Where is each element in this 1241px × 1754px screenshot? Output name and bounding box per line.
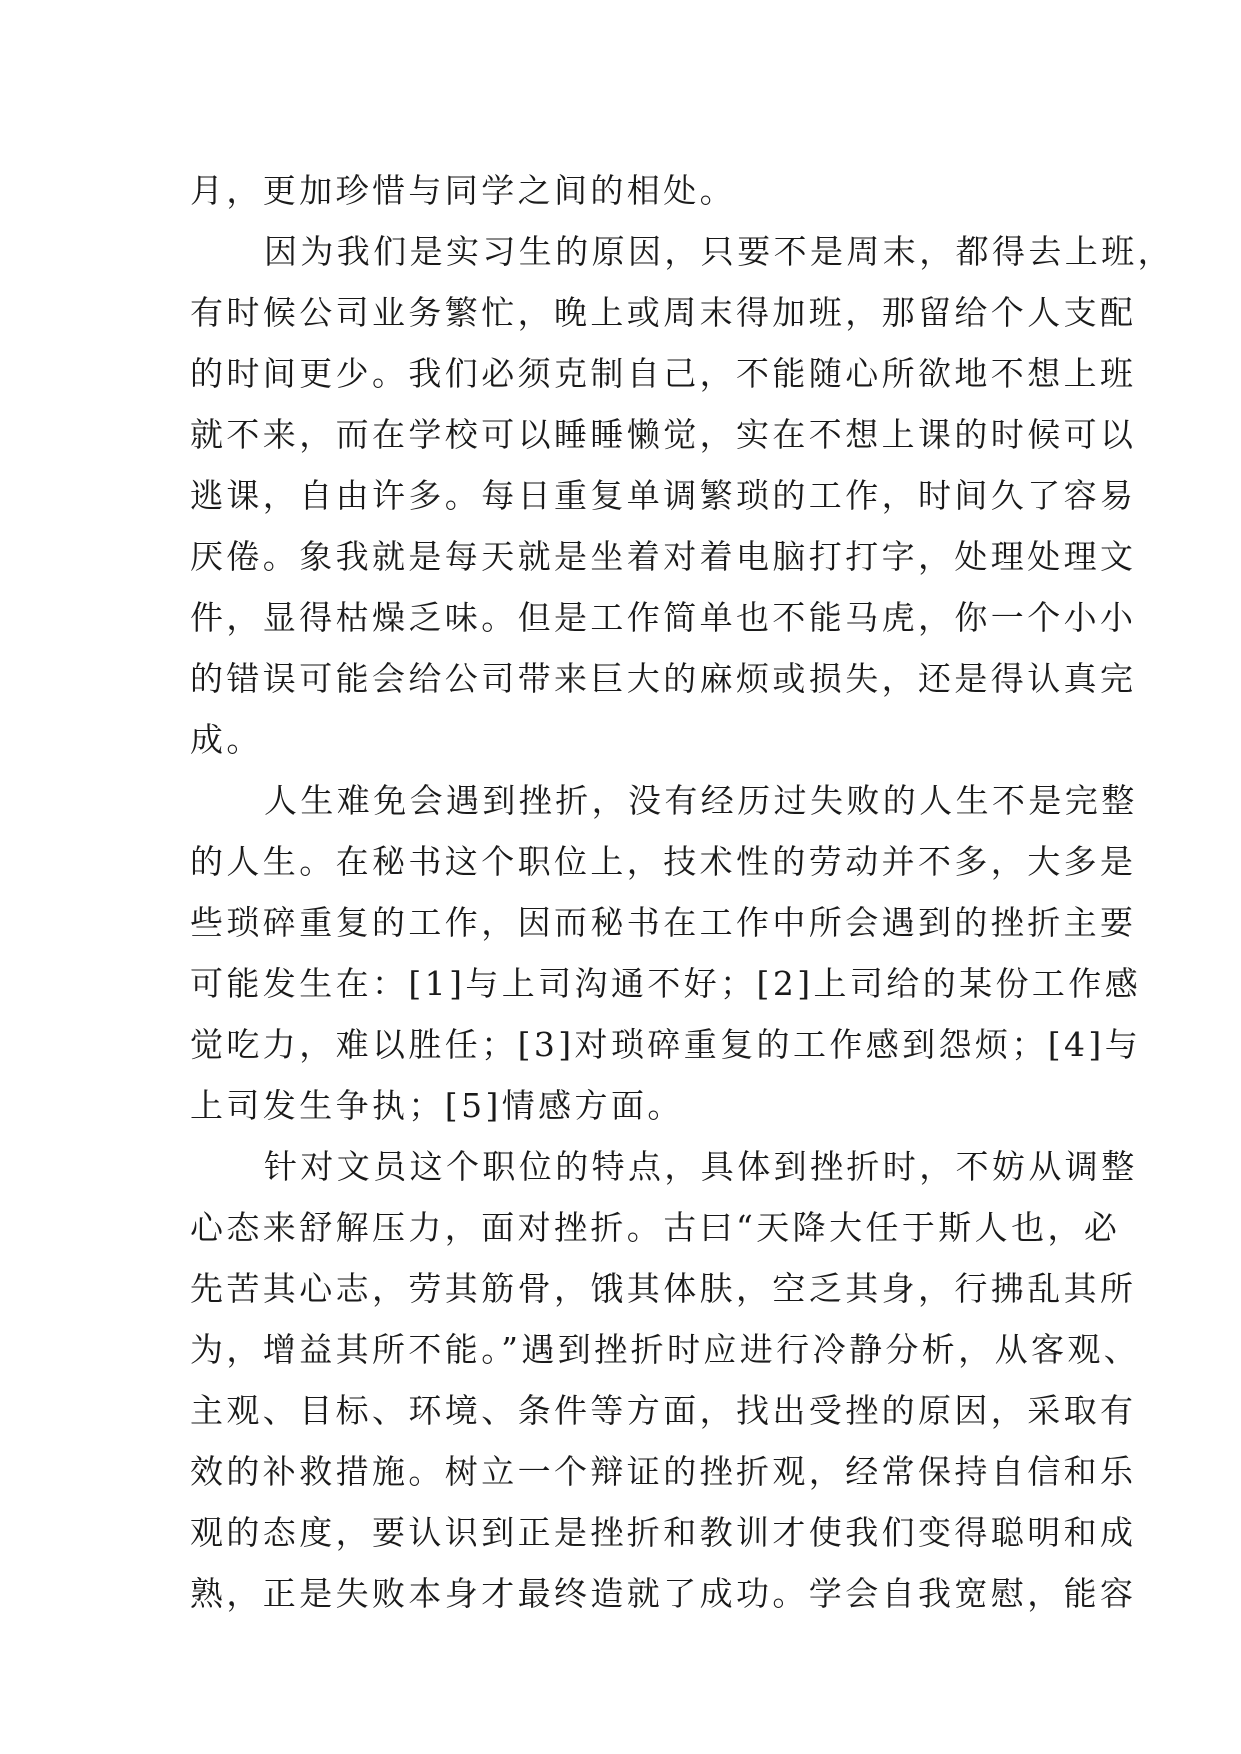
text-line: 观的态度，要认识到正是挫折和教训才使我们变得聪明和成 xyxy=(190,1513,1137,1552)
text-line: 件，显得枯燥乏味。但是工作简单也不能马虎，你一个小小 xyxy=(190,598,1137,637)
paragraph-start-line: 因为我们是实习生的原因，只要不是周末，都得去上班， xyxy=(264,232,1174,271)
paragraph-start-line: 人生难免会遇到挫折，没有经历过失败的人生不是完整 xyxy=(264,781,1138,820)
text-line: 的时间更少。我们必须克制自己，不能随心所欲地不想上班 xyxy=(190,354,1137,393)
text-line: 有时候公司业务繁忙，晚上或周末得加班，那留给个人支配 xyxy=(190,293,1137,332)
text-line: 主观、目标、环境、条件等方面，找出受挫的原因，采取有 xyxy=(190,1391,1137,1430)
text-line: 为，增益其所不能。”遇到挫折时应进行冷静分析，从客观、 xyxy=(190,1330,1141,1369)
text-line: 先苦其心志，劳其筋骨，饿其体肤，空乏其身，行拂乱其所 xyxy=(190,1269,1137,1308)
text-line: 成。 xyxy=(190,720,263,759)
text-line: 月，更加珍惜与同学之间的相处。 xyxy=(190,171,736,210)
body-text xyxy=(190,160,1174,1624)
text-line: 的错误可能会给公司带来巨大的麻烦或损失，还是得认真完 xyxy=(190,659,1137,698)
text-line: 些琐碎重复的工作，因而秘书在工作中所会遇到的挫折主要 xyxy=(190,903,1137,942)
text-line: 上司发生争执；[5]情感方面。 xyxy=(190,1086,684,1125)
text-line: 可能发生在：[1]与上司沟通不好；[2]上司给的某份工作感 xyxy=(190,964,1142,1003)
text-line: 就不来，而在学校可以睡睡懒觉，实在不想上课的时候可以 xyxy=(190,415,1137,454)
paragraph-start-line: 针对文员这个职位的特点，具体到挫折时，不妨从调整 xyxy=(264,1147,1138,1186)
text-line: 熟，正是失败本身才最终造就了成功。学会自我宽慰，能容 xyxy=(190,1574,1137,1613)
text-line: 觉吃力，难以胜任；[3]对琐碎重复的工作感到怨烦；[4]与 xyxy=(190,1025,1142,1064)
text-line: 心态来舒解压力，面对挫折。古曰“天降大任于斯人也，必 xyxy=(190,1208,1121,1247)
text-line: 效的补救措施。树立一个辩证的挫折观，经常保持自信和乐 xyxy=(190,1452,1137,1491)
text-line: 逃课，自由许多。每日重复单调繁琐的工作，时间久了容易 xyxy=(190,476,1137,515)
text-line: 厌倦。象我就是每天就是坐着对着电脑打打字，处理处理文 xyxy=(190,537,1137,576)
text-line: 的人生。在秘书这个职位上，技术性的劳动并不多，大多是 xyxy=(190,842,1137,881)
